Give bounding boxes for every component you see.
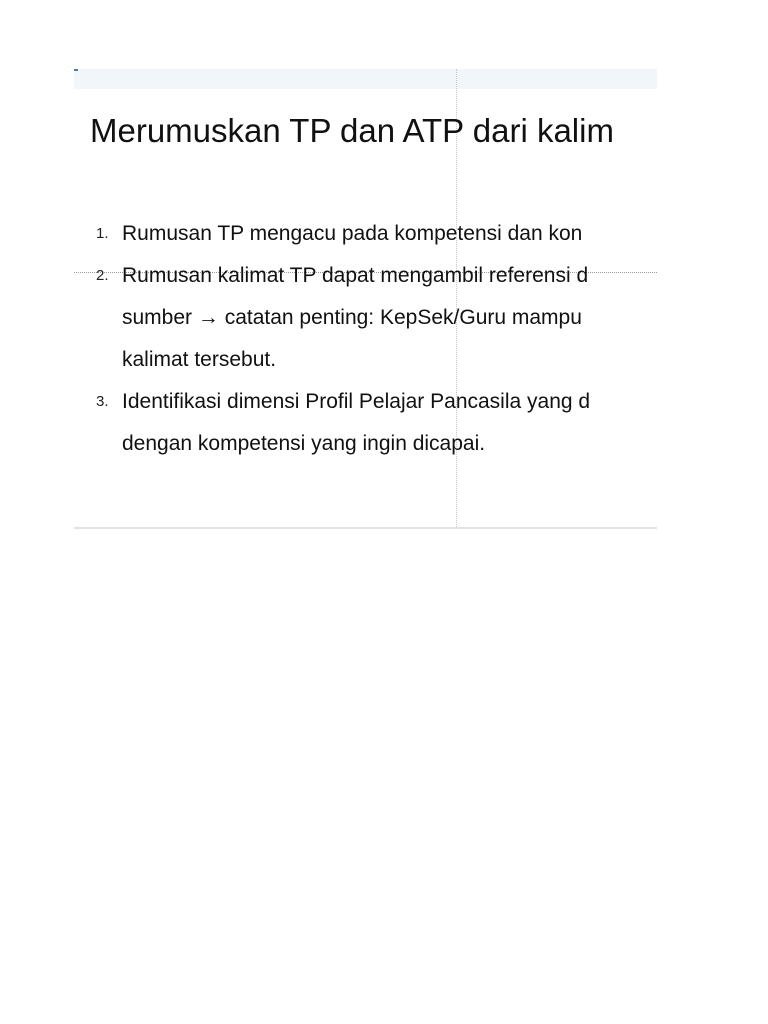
slide-bottom-border	[74, 527, 657, 529]
numbered-list	[74, 213, 590, 465]
list-item-text: Identifikasi dimensi Profil Pelajar Pancasila yang d	[122, 390, 591, 413]
list-item-text: sumber → catatan penting: KepSek/Guru mampu	[122, 306, 582, 329]
slide-corner-marker	[74, 69, 78, 71]
list-item-text: dengan kompetensi yang ingin dicapai.	[122, 432, 486, 455]
list-number: 2.	[96, 267, 109, 284]
list-item-text: Rumusan kalimat TP dapat mengambil referensi d	[122, 264, 589, 287]
list-item-2	[74, 255, 590, 381]
list-item-text: Rumusan TP mengacu pada kompetensi dan kon	[122, 222, 583, 245]
list-number: 1.	[96, 225, 109, 242]
slide-title: Merumuskan TP dan ATP dari kalim	[90, 112, 614, 149]
slide-canvas	[74, 69, 657, 529]
list-item-1	[74, 213, 590, 255]
slide-header-band	[74, 69, 657, 89]
list-item-3	[74, 381, 590, 465]
list-number: 3.	[96, 393, 109, 410]
list-item-text: kalimat tersebut.	[122, 348, 277, 371]
